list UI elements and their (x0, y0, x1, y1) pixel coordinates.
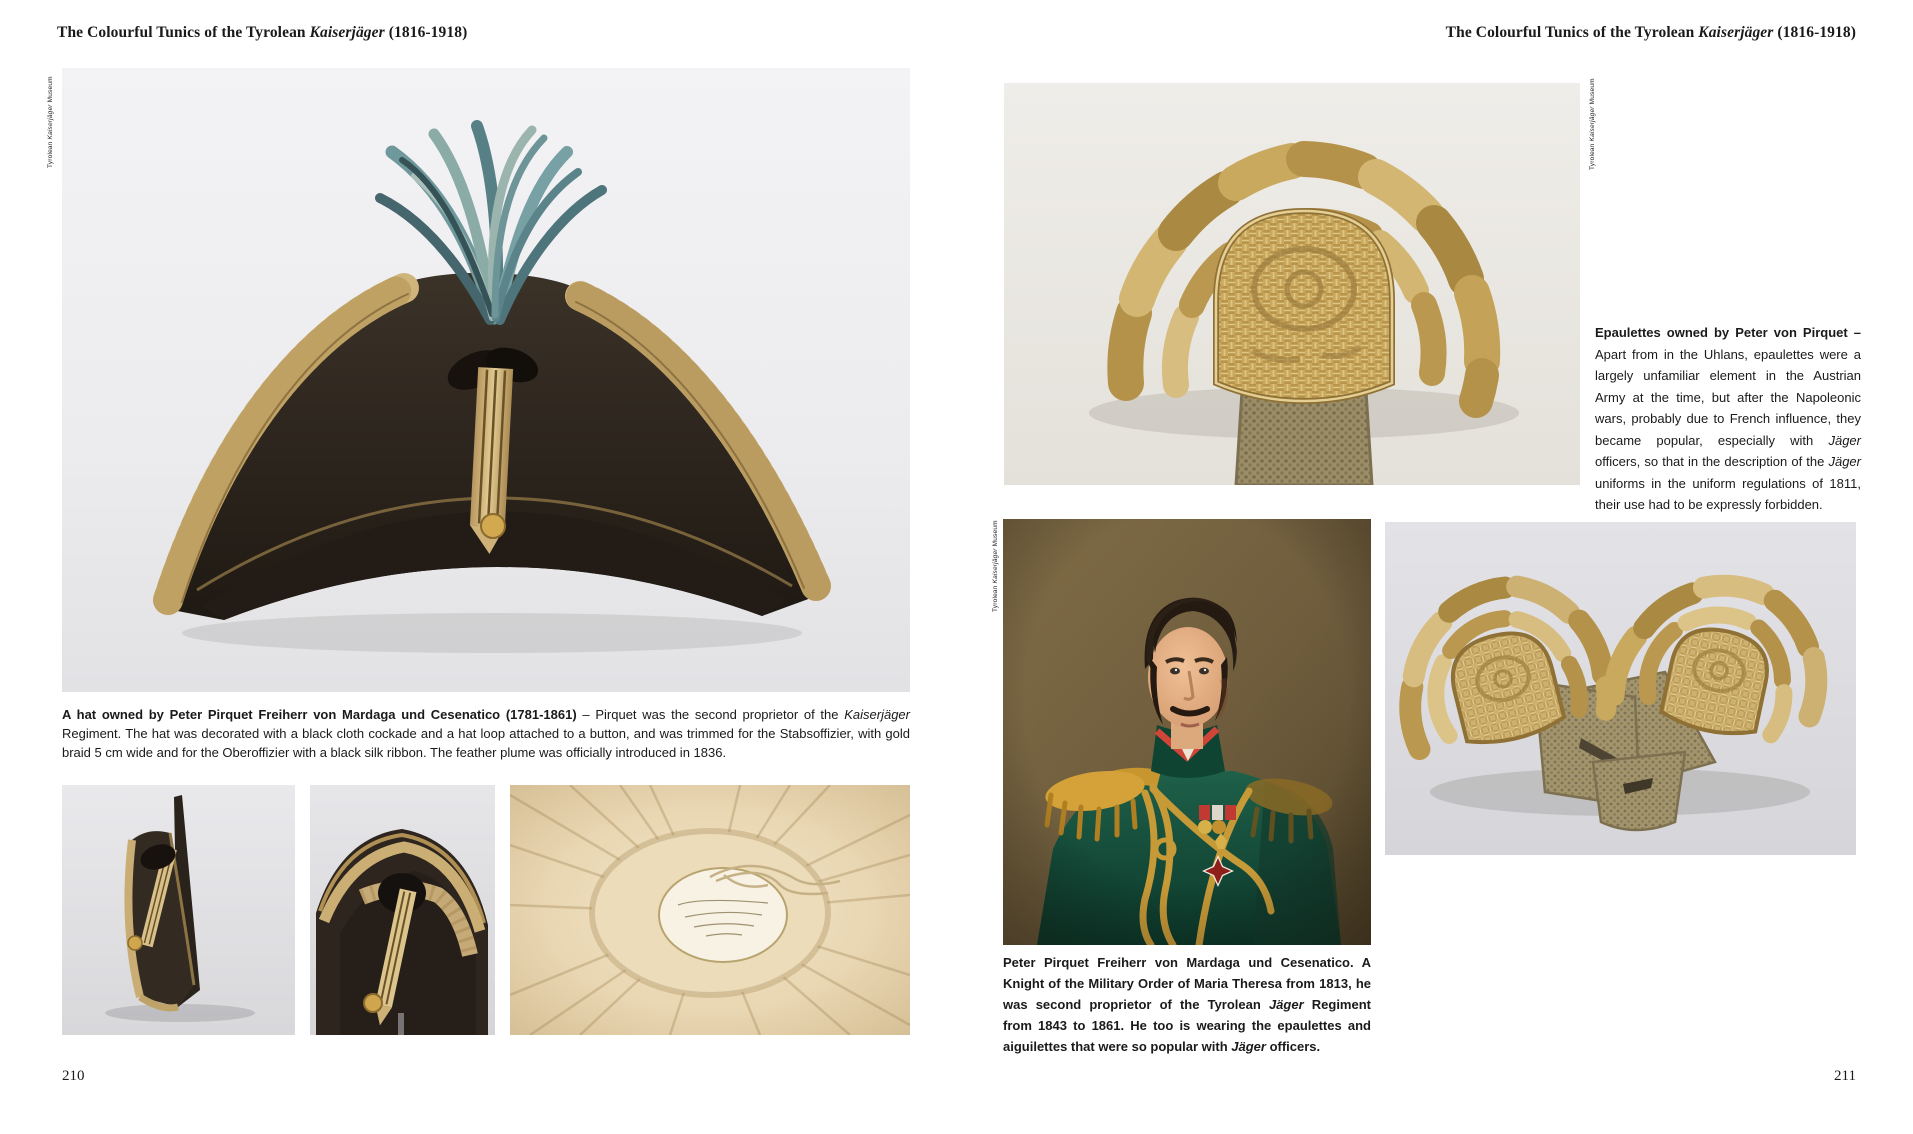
epaulette-photo (1004, 83, 1580, 485)
running-header-text: The Colourful Tunics of the Tyrolean (1445, 24, 1699, 41)
maker-label (659, 868, 787, 962)
running-header-italic: Kaiserjäger (1698, 24, 1774, 41)
hat-side-view-photo (62, 785, 295, 1035)
mesh-strap (1236, 391, 1372, 485)
museum-credit-portrait: Tyrolean Kaiserjäger Museum (992, 520, 999, 612)
epaulettes-caption-lead: Epaulettes owned by Peter von Pirquet – (1595, 325, 1861, 340)
hat-caption-lead: A hat owned by Peter Pirquet Freiherr von Mardaga und Cesenatico (1781-1861) (62, 707, 577, 722)
epaulette-pair-photo (1385, 522, 1856, 855)
running-header-text: The Colourful Tunics of the Tyrolean (57, 24, 310, 41)
pirquet-portrait-illustration (1003, 519, 1371, 945)
hat-caption: A hat owned by Peter Pirquet Freiherr von Mardaga und Cesenatico (1781-1861) – Pirquet was the second proprietor of the Kaiserjäger Regiment. The hat was decorated with a black cloth cockade and a hat loop attached to a button, and was trimmed for the Stabsoffizier, with gold braid 5 cm wide and for the Oberoffizier with a black silk ribbon. The feather plume was officially introduced in 1836. (62, 707, 910, 760)
pirquet-portrait-photo (1003, 519, 1371, 945)
hat-lining-photo (510, 785, 910, 1035)
epaulette-pair-illustration (1385, 522, 1856, 855)
running-header-dates: (1816-1918) (384, 24, 468, 41)
bicorne-hat-illustration (62, 68, 910, 692)
hat-lining-illustration (510, 785, 910, 1035)
epaulette-shield (1216, 211, 1392, 401)
museum-credit-hat-photo: Tyrolean Kaiserjäger Museum (47, 76, 54, 168)
hat-side-view-illustration (62, 785, 295, 1035)
running-header-italic: Kaiserjäger (309, 24, 385, 41)
running-header-right (1446, 24, 1856, 42)
museum-credit-epaulette-photo: Tyrolean Kaiserjäger Museum (1589, 78, 1596, 170)
mesh-strap-center (1593, 752, 1685, 830)
epaulette-illustration (1004, 83, 1580, 485)
running-header-dates: (1816-1918) (1773, 24, 1856, 41)
running-header-left (57, 24, 467, 42)
page-number-right: 211 (1834, 1068, 1856, 1084)
page-number-left: 210 (62, 1068, 85, 1084)
bicorne-hat-photo (62, 68, 910, 692)
epaulettes-caption: Epaulettes owned by Peter von Pirquet – Apart from in the Uhlans, epaulettes were a largely unfamiliar element in the Austrian Army at the time, but after the Napoleonic wars, probably due to French influence, they became popular, especially with Jäger officers, so that in the description of the Jäger uniforms in the uniform regulations of 1811, their use had to be expressly forbidden. (1595, 325, 1861, 512)
portrait-caption: Peter Pirquet Freiherr von Mardaga und Cesenatico. A Knight of the Military Order of Maria Theresa from 1813, he was second proprietor of the Tyrolean Jäger Regiment from 1843 to 1861. He too is wearing the epaulettes and aiguilettes that were so popular with Jäger officers. (1003, 955, 1371, 1054)
hat-front-detail-illustration (310, 785, 495, 1035)
hat-front-detail-photo (310, 785, 495, 1035)
hat-shadow (182, 613, 802, 653)
